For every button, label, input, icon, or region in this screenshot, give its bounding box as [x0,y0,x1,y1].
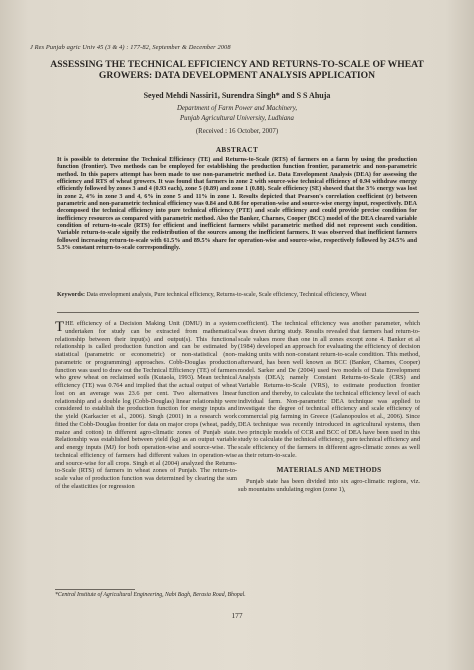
author-list: Seyed Mehdi Nassiri1, Surendra Singh* and S S Ahuja [143,91,331,100]
section-divider [57,312,419,313]
footnote-divider [55,589,135,590]
footnote: *Central Institute of Agricultural Engineering, Nabi Bagh, Berasia Road, Bhopal. [55,592,246,598]
intro-paragraph-text: HE efficiency of a Decision Making Unit (DMU) in a system undertaken for study can be extracted from mathematical relationship between their input(s) and output(s). This functional relationship is called production function and can be estimated by statistical (parametric or econometric) or non-statistical (non-parametric or programming) approaches. Cobb-Douglas production function was used to draw out the Technical Efficiency (TE) of farmers who grew wheat on reclaimed soils (Kutaola, 1993). Mean technical efficiency (TE) was 0.764 and implied that the actual output of wheat lost on an average was 23.6 per cent. Two alternatives linear relationship and a double log (Cobb-Douglas) linear relationship were considered to establish the production function for energy inputs and the yield (Karkacier et al., 2006). Singh (2001) in a research work fitted the Cobb-Douglas frontier for data on major crops (wheat, paddy, maize and cotton) in different agro-climatic zones of Punjab state. Relationship was established between yield (kg) as an output variable and energy inputs (MJ) for both operation-wise and source-wise. The technical efficiency of farmers had different values in operation-wise and source-wise for all crops. Singh et al (2004) analyzed the Returns-to-Scale (RTS) of farmers in wheat zones of Punjab. The return-to-scale value of production function was determined by clearing the sum of the elasticities (or regression [55,320,237,490]
intro-continuation: coefficient). The technical efficiency was another parameter, which was drawn during study. Results revealed that farmers had return-to-scale values more than one in all zones except zone 4. Banker et al (1984) developed an approach for evaluating the efficiency of decision making units with non-constant return-to-scale condition. This method, afterward, has been well known as BCC (Banker, Charnes, Cooper) model. Sarker and De (2004) used two models of Data Envelopment Analysis (DEA); namely Constant Returns-to-Scale (CRS) and Variable Returns-to-Scale (VRS), to estimate production frontier function and thereby, to calculate the technical efficiency level of each individual farm. Non-parametric DEA technique was applied to investigate the degree of technical efficiency and scale efficiency of commercial pig farming in Greece (Galanopoulos et al., 2006). Since DEA technique was recently introduced in agricultural systems, then two principle models of CCR and BCC of DEA have been used in this study to calculate the technical efficiency, pure technical efficiency and scale efficiency of the farmers in different agro-climatic zones as well as their return-to-scale. [238,320,420,459]
intro-paragraph [55,320,237,491]
methods-heading: MATERIALS AND METHODS [276,465,382,474]
keywords-text: Data envelopment analysis, Pure technical efficiency, Returns-to-scale, Scale efficiency, Technical efficiency, Wheat [86,292,367,298]
abstract-heading: ABSTRACT [215,146,259,154]
page-number: 177 [231,611,243,620]
methods-paragraph: Punjab state has been divided into six agro-climatic regions, viz. sub mountains undulating region (zone 1), [238,478,420,493]
article-title: ASSESSING THE TECHNICAL EFFICIENCY AND RETURNS-TO-SCALE OF WHEAT GROWERS: DATA DEVELOPMENT ANALYSIS APPLICATION [50,59,424,81]
running-head: J Res Punjab agric Univ 45 (3 & 4) : 177-82, September & December 2008 [30,44,231,51]
affiliation-department: Department of Farm Power and Machinery, [176,105,298,112]
affiliation-university: Punjab Agricultural University, Ludhiana [180,114,294,122]
body-column-left [55,320,237,491]
keywords [57,292,417,300]
drop-cap: T [55,319,65,335]
body-column-right [238,320,420,494]
keywords-label: Keywords: [57,292,85,298]
abstract-text: It is possible to determine the Technical Efficiency (TE) and Returns-to-Scale (RTS) of farmers on a farm by using the production function (frontier). Two methods can be employed for establishing the production function frontier, parametric and non-parametric method. In this papers attempt has been made to use non-parametric method i.e. Data Envelopment Analysis (DEA) for assessing the efficiency and RTS of wheat growers. It was found that farmers in zone 2 with source-wise technical efficiency of 0.94 withdraw energy efficiently followed by zones 3 and 4 (0.93 each), zone 5 (0.89) and zone 1 (0.88). Scale efficiency (SE) showed that the 3% energy was lost in zone 2, 4% in zone 3 and 4, 6% in zone 5 and 11% in zone 1. Results depicted that Pearson's correlation coefficient (r) between parametric and non-parametric technical efficiency was 0.84 and 0.86 for operation-wise and source-wise energy input, respectively. DEA decomposed the technical efficiency into pure technical efficiency (PTE) and scale efficiency and could provide precise condition for inefficiency resources as compared with parametric method. Also the Banker, Charnes, Cooper (BCC) model of the DEA cleared variable condition of return-to-scale (RTS) for efficient and inefficient farmers whilst parametric method did not represent such condition. Variable return-to-scale signify the redistribution of the sources among the inefficient farmers. It was observed that inefficient farmers followed increasing return-to-scale with 61.5% and 89.5% share for operation-wise and source-wise, respectively followed by 24.5% and 5.3% constant return-to-scale correspondingly. [57,157,417,252]
affiliation [40,104,434,123]
received-date: (Received : 16 October, 2007) [195,128,279,135]
